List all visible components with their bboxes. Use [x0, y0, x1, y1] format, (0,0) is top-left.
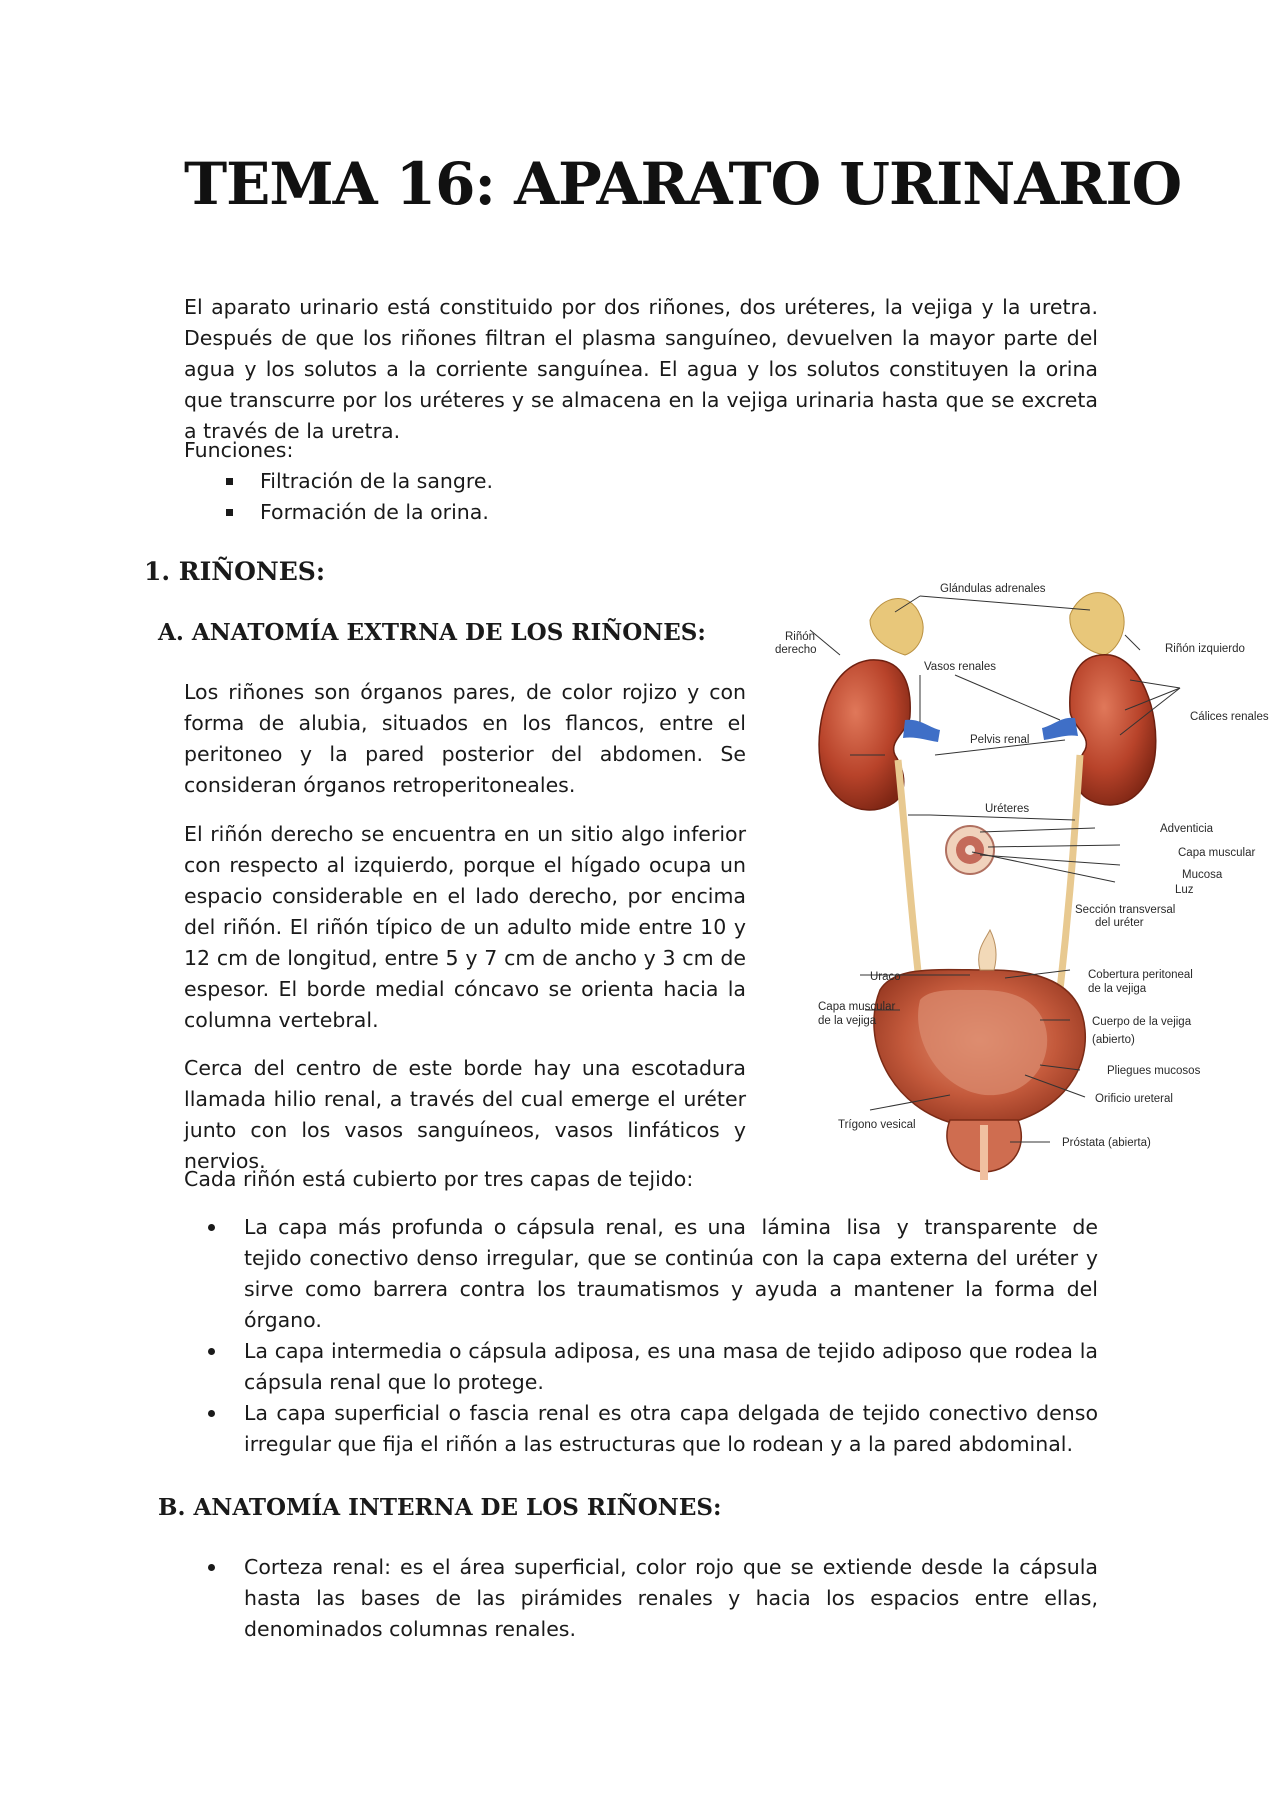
label-glandulas: Glándulas adrenales — [940, 583, 1046, 595]
label-pelvis: Pelvis renal — [970, 734, 1030, 746]
tissue-layers-list — [184, 1212, 1098, 1460]
renal-vessel-left — [1042, 718, 1078, 740]
label-mucosa: Mucosa — [1182, 869, 1223, 881]
label-cobertura — [1088, 969, 1193, 995]
label-orificio: Orificio ureteral — [1095, 1093, 1173, 1105]
renal-vessel-right — [903, 720, 940, 742]
urachus — [979, 930, 996, 970]
kidney-left — [1070, 655, 1156, 805]
label-vasos: Vasos renales — [923, 661, 997, 673]
paragraph: Cada riñón está cubierto por tres capas de tejido: — [184, 1167, 694, 1191]
label-cuerpo-1: Cuerpo de la vejiga — [1092, 1016, 1192, 1028]
label-cobertura-1: Cobertura peritoneal — [1088, 969, 1193, 981]
internal-anatomy-list — [184, 1552, 1098, 1645]
section-heading-rinones: 1. RIÑONES: — [144, 557, 326, 586]
label-luz: Luz — [1175, 884, 1194, 896]
ureter-right — [898, 760, 920, 990]
subsection-heading-internal: B. ANATOMÍA INTERNA DE LOS RIÑONES: — [158, 1494, 722, 1521]
list-item: La capa intermedia o cápsula adiposa, es una masa de tejido adiposo que rodea la cápsula renal que lo protege. — [184, 1336, 1098, 1398]
list-item: La capa superficial o fascia renal es otra capa delgada de tejido conectivo denso irregular que fija el riñón a las estructuras que lo rodean y a la pared abdominal. — [184, 1398, 1098, 1460]
label-ureteres: Uréteres — [985, 803, 1030, 815]
list-item-first-line: La capa más profunda o cápsula renal, es una — [244, 1215, 746, 1239]
label-seccion — [1075, 904, 1175, 929]
kidney-right — [819, 660, 910, 810]
label-rinon-derecho — [775, 631, 817, 656]
list-item-rest: lámina lisa y transparente de tejido conectivo denso irregular, que se continúa con la capa externa del uréter y sirve como barrera contra los traumatismos y ayuda a mantener la forma del órgano. — [244, 1215, 1098, 1332]
label-prostata: Próstata (abierta) — [1062, 1137, 1151, 1149]
functions-label: Funciones: — [184, 438, 294, 462]
label-cuerpo — [1092, 1016, 1192, 1046]
label-cuerpo-2: (abierto) — [1092, 1034, 1135, 1046]
label-capa-vejiga-2: de la vejiga — [818, 1015, 877, 1027]
list-item: Corteza renal: es el área superficial, color rojo que se extiende desde la cápsula hasta las bases de las pirámides renales y hacia los espacios entre ellas, denominados columnas renales. — [184, 1552, 1098, 1645]
adrenal-gland-left — [1070, 593, 1124, 655]
intro-paragraph: El aparato urinario está constituido por dos riñones, dos uréteres, la vejiga y la uretra. Después de que los riñones filtran el plasma sanguíneo, devuelven la mayor parte del agua y los solutos a la corriente sanguínea. El agua y los solutos constituyen la orina que transcurre por los uréteres y se almacena en la vejiga urinaria hasta que se excreta a través de la uretra. — [184, 295, 1098, 443]
functions-list — [224, 466, 493, 528]
label-rinon-derecho-2: derecho — [775, 644, 817, 656]
label-capa-vejiga-1: Capa muscular — [818, 1001, 896, 1013]
list-item — [184, 1212, 1098, 1336]
label-calices: Cálices renales — [1190, 711, 1269, 723]
label-pliegues: Pliegues mucosos — [1107, 1065, 1201, 1077]
paragraph: El riñón derecho se encuentra en un sitio algo inferior con respecto al izquierdo, porque el hígado ocupa un espacio considerable en el lado derecho, por encima del riñón. El riñón típico de un adulto mide entre 10 y 12 cm de longitud, entre 5 y 7 cm de ancho y 3 cm de espesor. El borde medial cóncavo se orienta hacia la columna vertebral. — [184, 822, 746, 1032]
page-title: TEMA 16: APARATO URINARIO — [184, 150, 1182, 218]
adrenal-gland-right — [870, 599, 923, 655]
paragraph: Los riñones son órganos pares, de color rojizo y con forma de alubia, situados en los flancos, entre el peritoneo y la pared posterior del abdomen. Se consideran órganos retroperitoneales. — [184, 680, 746, 797]
list-item: Filtración de la sangre. — [224, 466, 493, 497]
label-trigono: Trígono vesical — [838, 1119, 916, 1131]
subsection-heading-external: A. ANATOMÍA EXTRNA DE LOS RIÑONES: — [158, 619, 706, 646]
label-uraco: Uraco — [870, 971, 901, 983]
urinary-system-illustration — [770, 570, 1280, 1190]
label-cobertura-2: de la vejiga — [1088, 983, 1147, 995]
label-seccion-2: del uréter — [1095, 917, 1144, 929]
list-item: Formación de la orina. — [224, 497, 493, 528]
label-capa-muscular: Capa muscular — [1178, 847, 1256, 859]
label-rinon-derecho-1: Riñón — [785, 631, 816, 643]
label-rinon-izquierdo: Riñón izquierdo — [1165, 643, 1245, 655]
paragraph: Cerca del centro de este borde hay una escotadura llamada hilio renal, a través del cual emerge el uréter junto con los vasos sanguíneos, vasos linfáticos y nervios. — [184, 1056, 746, 1173]
label-seccion-1: Sección transversal — [1075, 904, 1176, 916]
label-adventicia: Adventicia — [1160, 823, 1214, 835]
